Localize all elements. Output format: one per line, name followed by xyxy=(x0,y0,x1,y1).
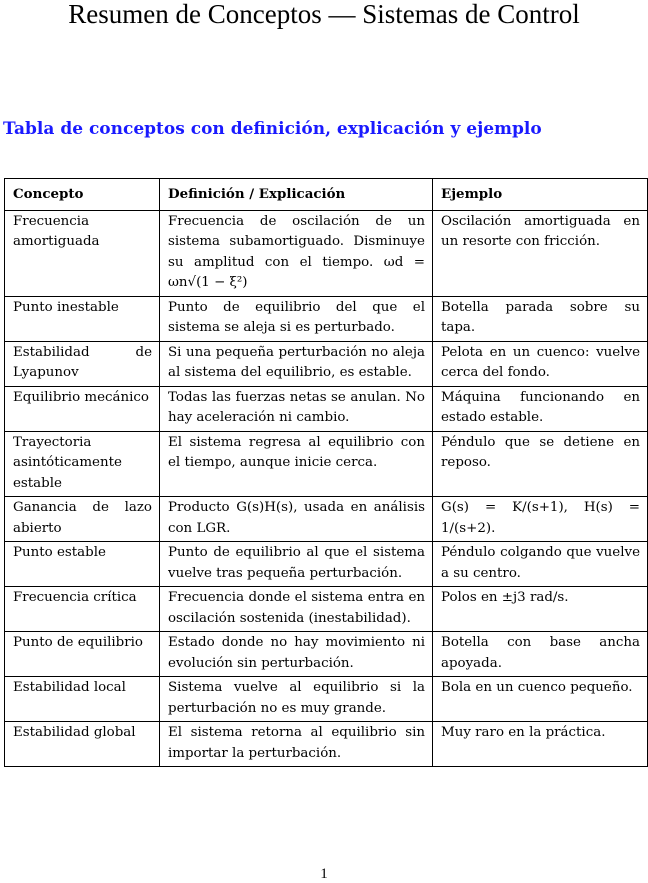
cell-ejemplo: Pelota en un cuenco: vuelve cerca del fondo. xyxy=(433,341,648,386)
table-row xyxy=(5,677,648,722)
table-row xyxy=(5,542,648,587)
cell-concepto: Frecuencia amortiguada xyxy=(5,210,160,296)
cell-concepto: Trayectoria asintóticamente estable xyxy=(5,431,160,497)
cell-ejemplo: Máquina funcionando en estado estable. xyxy=(433,386,648,431)
table-row xyxy=(5,497,648,542)
cell-definicion: El sistema retorna al equilibrio sin importar la perturbación. xyxy=(160,722,433,767)
header-definicion: Definición / Explicación xyxy=(160,179,433,211)
cell-concepto: Estabilidad global xyxy=(5,722,160,767)
cell-definicion: Frecuencia de oscilación de un sistema subamortiguado. Disminuye su amplitud con el tiempo. ωd = ωn√(1 − ξ²) xyxy=(160,210,433,296)
table-header-row xyxy=(5,179,648,211)
cell-definicion: Si una pequeña perturbación no aleja al sistema del equilibrio, es estable. xyxy=(160,341,433,386)
cell-concepto: Punto estable xyxy=(5,542,160,587)
table-row xyxy=(5,210,648,296)
table-row xyxy=(5,431,648,497)
header-ejemplo: Ejemplo xyxy=(433,179,648,211)
cell-concepto: Estabilidad local xyxy=(5,677,160,722)
cell-concepto: Equilibrio mecánico xyxy=(5,386,160,431)
cell-ejemplo: G(s) = K/(s+1), H(s) = 1/(s+2). xyxy=(433,497,648,542)
cell-ejemplo: Muy raro en la práctica. xyxy=(433,722,648,767)
cell-definicion: Todas las fuerzas netas se anulan. No hay aceleración ni cambio. xyxy=(160,386,433,431)
table-row xyxy=(5,341,648,386)
cell-definicion: Punto de equilibrio al que el sistema vuelve tras pequeña perturbación. xyxy=(160,542,433,587)
cell-concepto: Punto de equilibrio xyxy=(5,632,160,677)
section-heading: Tabla de conceptos con definición, explicación y ejemplo xyxy=(3,119,542,139)
cell-definicion: Producto G(s)H(s), usada en análisis con LGR. xyxy=(160,497,433,542)
cell-concepto: Estabilidad de Lyapunov xyxy=(5,341,160,386)
cell-definicion: Frecuencia donde el sistema entra en oscilación sostenida (inestabilidad). xyxy=(160,587,433,632)
table-row xyxy=(5,386,648,431)
table-row xyxy=(5,632,648,677)
cell-ejemplo: Botella parada sobre su tapa. xyxy=(433,296,648,341)
cell-definicion: El sistema regresa al equilibrio con el tiempo, aunque inicie cerca. xyxy=(160,431,433,497)
document-title: Resumen de Conceptos — Sistemas de Control xyxy=(68,0,580,29)
cell-ejemplo: Bola en un cuenco pequeño. xyxy=(433,677,648,722)
cell-ejemplo: Botella con base ancha apoyada. xyxy=(433,632,648,677)
cell-definicion: Punto de equilibrio del que el sistema se aleja si es perturbado. xyxy=(160,296,433,341)
table-row xyxy=(5,587,648,632)
cell-concepto: Ganancia de lazo abierto xyxy=(5,497,160,542)
cell-concepto: Frecuencia crítica xyxy=(5,587,160,632)
page-number: 1 xyxy=(320,866,328,882)
cell-ejemplo: Oscilación amortiguada en un resorte con fricción. xyxy=(433,210,648,296)
header-concepto: Concepto xyxy=(5,179,160,211)
cell-definicion: Estado donde no hay movimiento ni evolución sin perturbación. xyxy=(160,632,433,677)
cell-concepto: Punto inestable xyxy=(5,296,160,341)
cell-ejemplo: Péndulo colgando que vuelve a su centro. xyxy=(433,542,648,587)
table-row xyxy=(5,722,648,767)
cell-ejemplo: Péndulo que se detiene en reposo. xyxy=(433,431,648,497)
cell-ejemplo: Polos en ±j3 rad/s. xyxy=(433,587,648,632)
concepts-table xyxy=(4,178,648,767)
cell-definicion: Sistema vuelve al equilibrio si la perturbación no es muy grande. xyxy=(160,677,433,722)
table-row xyxy=(5,296,648,341)
